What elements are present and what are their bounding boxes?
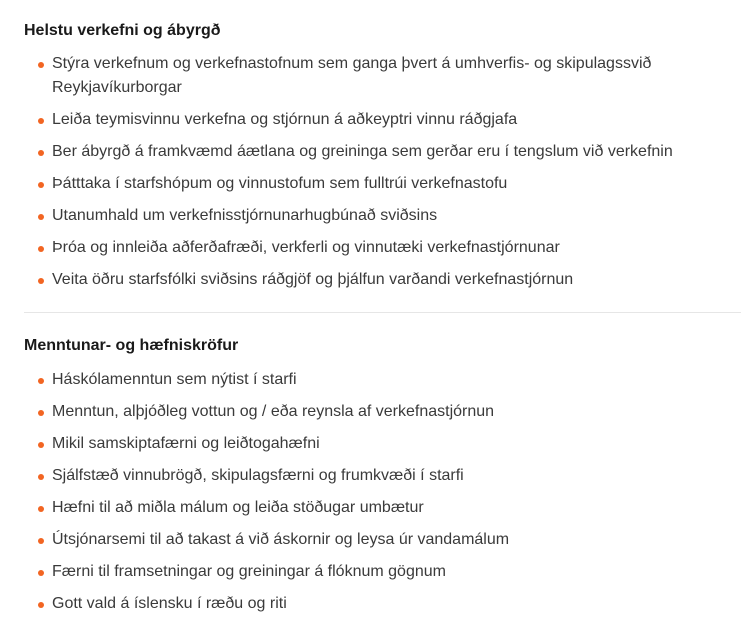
list-item-text: Hæfni til að miðla málum og leiða stöðugar umbætur: [52, 499, 424, 516]
section-heading: Helstu verkefni og ábyrgð: [24, 22, 221, 39]
list-item-text: Ber ábyrgð á framkvæmd áætlana og greininga sem gerðar eru í tengslum við verkefnin: [52, 143, 673, 160]
bullet-dot-icon: [38, 278, 44, 284]
list-item: [24, 52, 741, 100]
bullet-dot-icon: [38, 474, 44, 480]
list-item: [24, 432, 741, 456]
list-item-text: Leiða teymisvinnu verkefna og stjórnun á aðkeyptri vinnu ráðgjafa: [52, 111, 518, 128]
list-item: [24, 236, 741, 260]
bullet-dot-icon: [38, 182, 44, 188]
bullet-dot-icon: [38, 442, 44, 448]
responsibilities-list: [24, 52, 741, 292]
qualifications-list: [24, 368, 741, 616]
list-item: [24, 560, 741, 584]
list-item-text: Gott vald á íslensku í ræðu og riti: [52, 595, 287, 612]
bullet-dot-icon: [38, 150, 44, 156]
list-item: [24, 464, 741, 488]
list-item: [24, 268, 741, 292]
bullet-dot-icon: [38, 506, 44, 512]
qualifications-section: [24, 336, 741, 624]
bullet-dot-icon: [38, 570, 44, 576]
bullet-dot-icon: [38, 246, 44, 252]
list-item: [24, 140, 741, 164]
list-item-text: Mikil samskiptafærni og leiðtogahæfni: [52, 435, 320, 452]
list-item: [24, 592, 741, 616]
list-item: [24, 204, 741, 228]
section-divider: [24, 312, 741, 313]
list-item: [24, 496, 741, 520]
bullet-dot-icon: [38, 378, 44, 384]
list-item-text: Utanumhald um verkefnisstjórnunarhugbúnað sviðsins: [52, 207, 438, 224]
list-item-text: Þróa og innleiða aðferðafræði, verkferli og vinnutæki verkefnastjórnunar: [52, 239, 560, 256]
list-item: [24, 172, 741, 196]
list-item-text: Útsjónarsemi til að takast á við áskornir og leysa úr vandamálum: [52, 531, 510, 548]
list-item-text: Þátttaka í starfshópum og vinnustofum sem fulltrúi verkefnastofu: [52, 175, 508, 192]
list-item-text: Menntun, alþjóðleg vottun og / eða reynsla af verkefnastjórnun: [52, 403, 495, 420]
bullet-dot-icon: [38, 410, 44, 416]
responsibilities-section: [24, 21, 741, 300]
list-item: [24, 528, 741, 552]
bullet-dot-icon: [38, 214, 44, 220]
bullet-dot-icon: [38, 62, 44, 68]
bullet-dot-icon: [38, 118, 44, 124]
section-heading: Menntunar- og hæfniskröfur: [24, 337, 239, 354]
list-item: [24, 108, 741, 132]
list-item-text: Færni til framsetningar og greiningar á flóknum gögnum: [52, 563, 446, 580]
bullet-dot-icon: [38, 602, 44, 608]
bullet-dot-icon: [38, 538, 44, 544]
list-item-text: Veita öðru starfsfólki sviðsins ráðgjöf og þjálfun varðandi verkefnastjórnun: [52, 271, 574, 288]
list-item-text: Sjálfstæð vinnubrögð, skipulagsfærni og frumkvæði í starfi: [52, 467, 464, 484]
list-item-text: Stýra verkefnum og verkefnastofnum sem ganga þvert á umhverfis- og skipulagssvið Reykjavíkurborgar: [52, 55, 652, 96]
list-item: [24, 400, 741, 424]
list-item: [24, 368, 741, 392]
list-item-text: Háskólamenntun sem nýtist í starfi: [52, 371, 297, 388]
